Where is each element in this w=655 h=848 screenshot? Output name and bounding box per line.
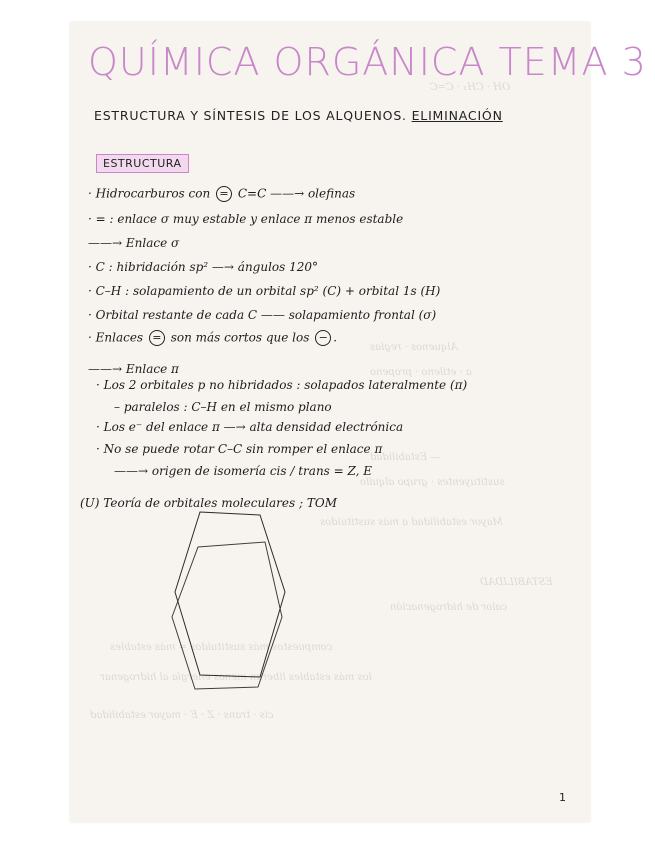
note-line: ——→ Enlace σ <box>88 236 180 250</box>
bleed-through-text: los más estables liberan menos energía al hidrogenar <box>100 672 372 683</box>
bleed-through-text: sustituyentes · grupo alquilo <box>360 477 505 488</box>
note-text: . <box>333 330 338 345</box>
note-line: (U) Teoría de orbitales moleculares ; TOM <box>80 496 337 510</box>
page-number: 1 <box>559 791 566 804</box>
subtitle <box>94 108 503 123</box>
note-line <box>88 330 337 346</box>
bleed-through-text: compuestos más sustituidos = más estables <box>110 642 333 653</box>
subtitle-underlined: ELIMINACIÓN <box>411 108 503 123</box>
section-label: ESTRUCTURA <box>96 154 189 173</box>
bleed-through-text: ESTABILIDAD <box>480 577 553 588</box>
note-line: · C : hibridación sp² —→ ángulos 120° <box>88 260 319 274</box>
bleed-through-text: calor de hidrogenación <box>390 602 508 613</box>
note-line: · Los 2 orbitales p no hibridados : solapados lateralmente (π) <box>96 378 468 392</box>
circle-symbol: − <box>315 330 331 346</box>
bleed-through-text: Mayor estabilidad a más sustituidos <box>320 517 503 528</box>
bleed-through-text: — Estabilidad <box>370 452 441 463</box>
note-text: C=C ——→ olefinas <box>234 186 356 201</box>
bleed-through-text: cis · trans · Z · E · mayor estabilidad <box>90 710 274 721</box>
note-line: – paralelos : C–H en el mismo plano <box>114 400 332 414</box>
note-line: · Orbital restante de cada C —— solapamiento frontal (σ) <box>88 308 437 322</box>
page-title: QUÍMICA ORGÁNICA TEMA 3 <box>88 40 647 84</box>
circle-symbol: = <box>149 330 165 346</box>
note-line: · Los e⁻ del enlace π —→ alta densidad electrónica <box>96 420 404 434</box>
note-line: · No se puede rotar C–C sin romper el enlace π <box>96 442 383 456</box>
hexagon-orbital-sketch <box>160 507 300 707</box>
subtitle-main: ESTRUCTURA Y SÍNTESIS DE LOS ALQUENOS. <box>94 108 412 123</box>
bleed-through-text: OH · CH₃ · C=C <box>430 82 511 93</box>
note-line: ——→ Enlace π <box>88 362 179 376</box>
bleed-through-text: a · etileno · propeno <box>370 367 472 378</box>
note-text: · Enlaces <box>88 330 147 345</box>
note-line: ——→ origen de isomería cis / trans = Z, E <box>114 464 373 478</box>
note-line: · = : enlace σ muy estable y enlace π menos estable <box>88 212 404 226</box>
note-line: · C–H : solapamiento de un orbital sp² (C) + orbital 1s (H) <box>88 284 441 298</box>
bleed-through-text: Alquenos · reglas <box>370 342 458 353</box>
note-line <box>88 186 355 202</box>
circle-symbol: = <box>216 186 232 202</box>
note-text: · Hidrocarburos con <box>88 186 215 201</box>
notebook-page <box>70 22 647 822</box>
note-text: son más cortos que los <box>166 330 314 345</box>
